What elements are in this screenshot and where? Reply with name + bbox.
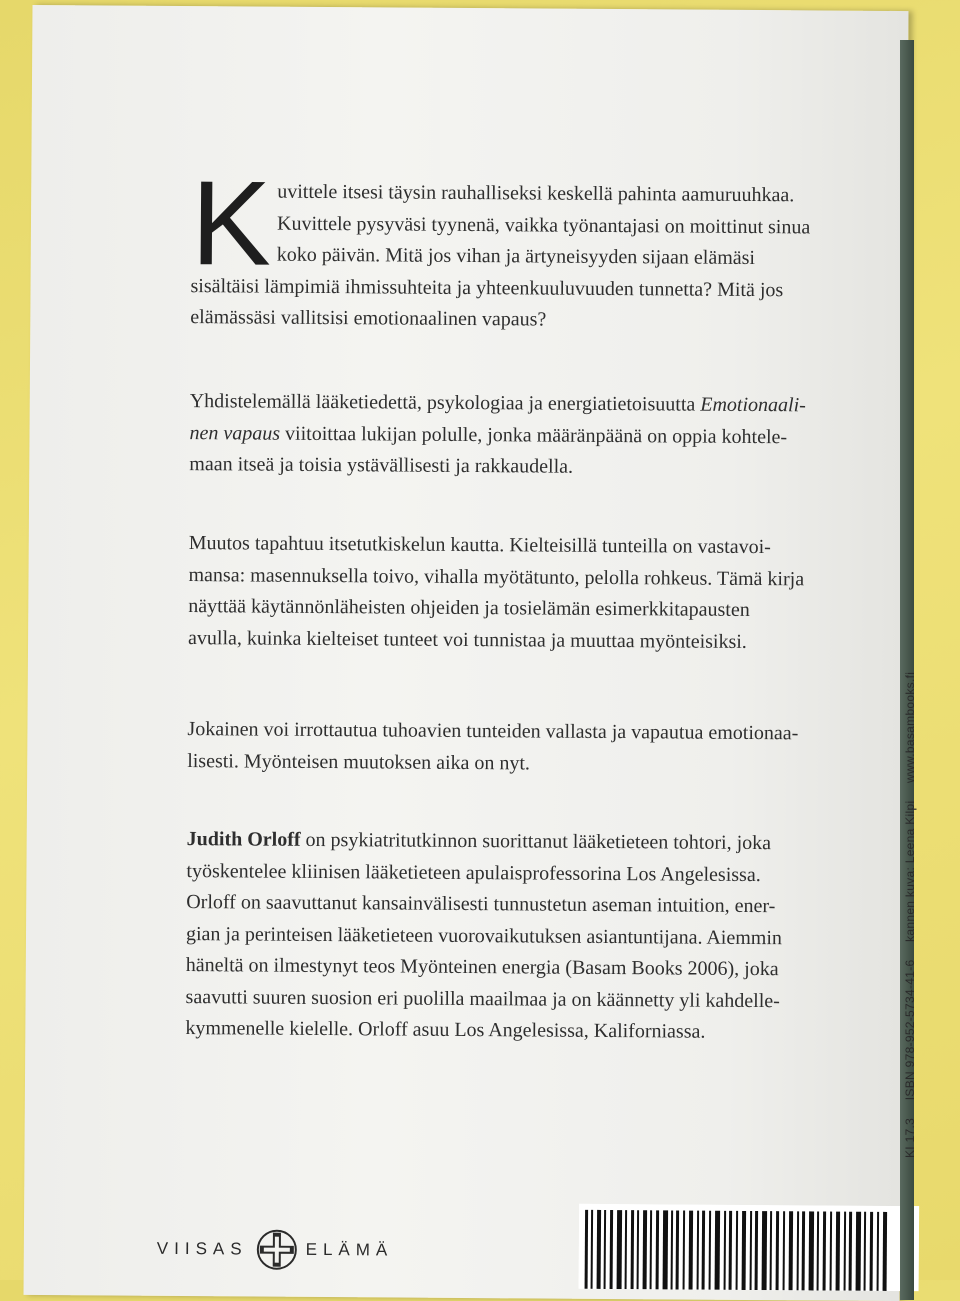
author-bio bbox=[185, 824, 807, 1049]
publisher-logo bbox=[157, 1228, 394, 1272]
drop-cap: K bbox=[190, 156, 272, 291]
website: www.basambooks.fi bbox=[903, 671, 917, 783]
book-title-italic: Emotionaali-nen vapaus bbox=[189, 393, 806, 445]
paragraph-4: Jokainen voi irrottautua tuhoavien tunteiden vallasta ja vapautua emotionaa-lisesti. Myönteisen muutoksen aika on nyt. bbox=[187, 718, 799, 774]
intro-paragraph bbox=[190, 156, 811, 338]
author-bio-text: on psykiatritutkinnon suorittanut lääketieteen tohtori, joka työskentelee kliinisen lääketieteen apulaisprofessorina Los Angelesissa. Orloff on saavuttanut kansainvälisesti tunnustetun aseman intuition, ener-gian ja perinteisen lääketieteen vuorovaikutuksen asiantuntijana. Aiemmin häneltä on ilmestynyt teos Myönteinen energia (Basam Books 2006), joka saavutti suuren suosion eri puolilla maailmaa ja on käännetty yli kahdelle-kymmenelle kielelle. Orloff asuu Los Angelesissa, Kaliforniassa. bbox=[185, 828, 783, 1043]
paragraph-2 bbox=[189, 386, 810, 485]
cover-credit: kannen kuva: Leena Kilpi bbox=[903, 800, 917, 942]
isbn: ISBN 978-952-5734-41-6 bbox=[903, 959, 917, 1101]
classification-code: KI 17.3 bbox=[903, 1117, 917, 1158]
paragraph-3: Muutos tapahtuu itsetutkiskelun kautta. Kielteisillä tunteilla on vastavoi-mansa: masennuksella toivo, vihalla myötätunto, pelolla rohkeus. Tämä kirja näyttää käytännönläheisten ohjeiden ja tosielämän esimerkkitapausten avulla, kuinka kielteiset tunteet voi tunnistaa ja muuttaa myönteisiksi. bbox=[188, 532, 805, 653]
publisher-emblem-icon bbox=[255, 1229, 297, 1271]
logo-word-left: VIISAS bbox=[156, 1238, 248, 1259]
logo-word-right: ELÄMÄ bbox=[305, 1239, 394, 1260]
book-back-cover bbox=[24, 5, 909, 1301]
intro-text: uvittele itsesi täysin rauhalliseksi keskellä pahinta aamuruuhkaa. Kuvittele pysyväsi tyynenä, vaikka työnantajasi on moittinut sinua koko päivän. Mitä jos vihan ja ärtyneisyyden sijaan elämäsi sisältäisi lämpimiä ihmissuhteita ja yhteenkuuluvuuden tunnetta? Mitä jos elämässäsi vallitsisi emotionaalinen vapaus? bbox=[190, 180, 811, 331]
paragraph-2-before: Yhdistelemällä lääketiedettä, psykologiaa ja energiatietoisuutta bbox=[189, 390, 701, 416]
side-info-text bbox=[903, 658, 917, 1158]
barcode bbox=[579, 1204, 920, 1291]
paragraph-2-after: viitoittaa lukijan polulle, jonka määränpäänä on oppia kohtele-maan itseä ja toisia ystävällisesti ja rakkaudella. bbox=[189, 422, 788, 478]
author-name: Judith Orloff bbox=[186, 828, 301, 851]
